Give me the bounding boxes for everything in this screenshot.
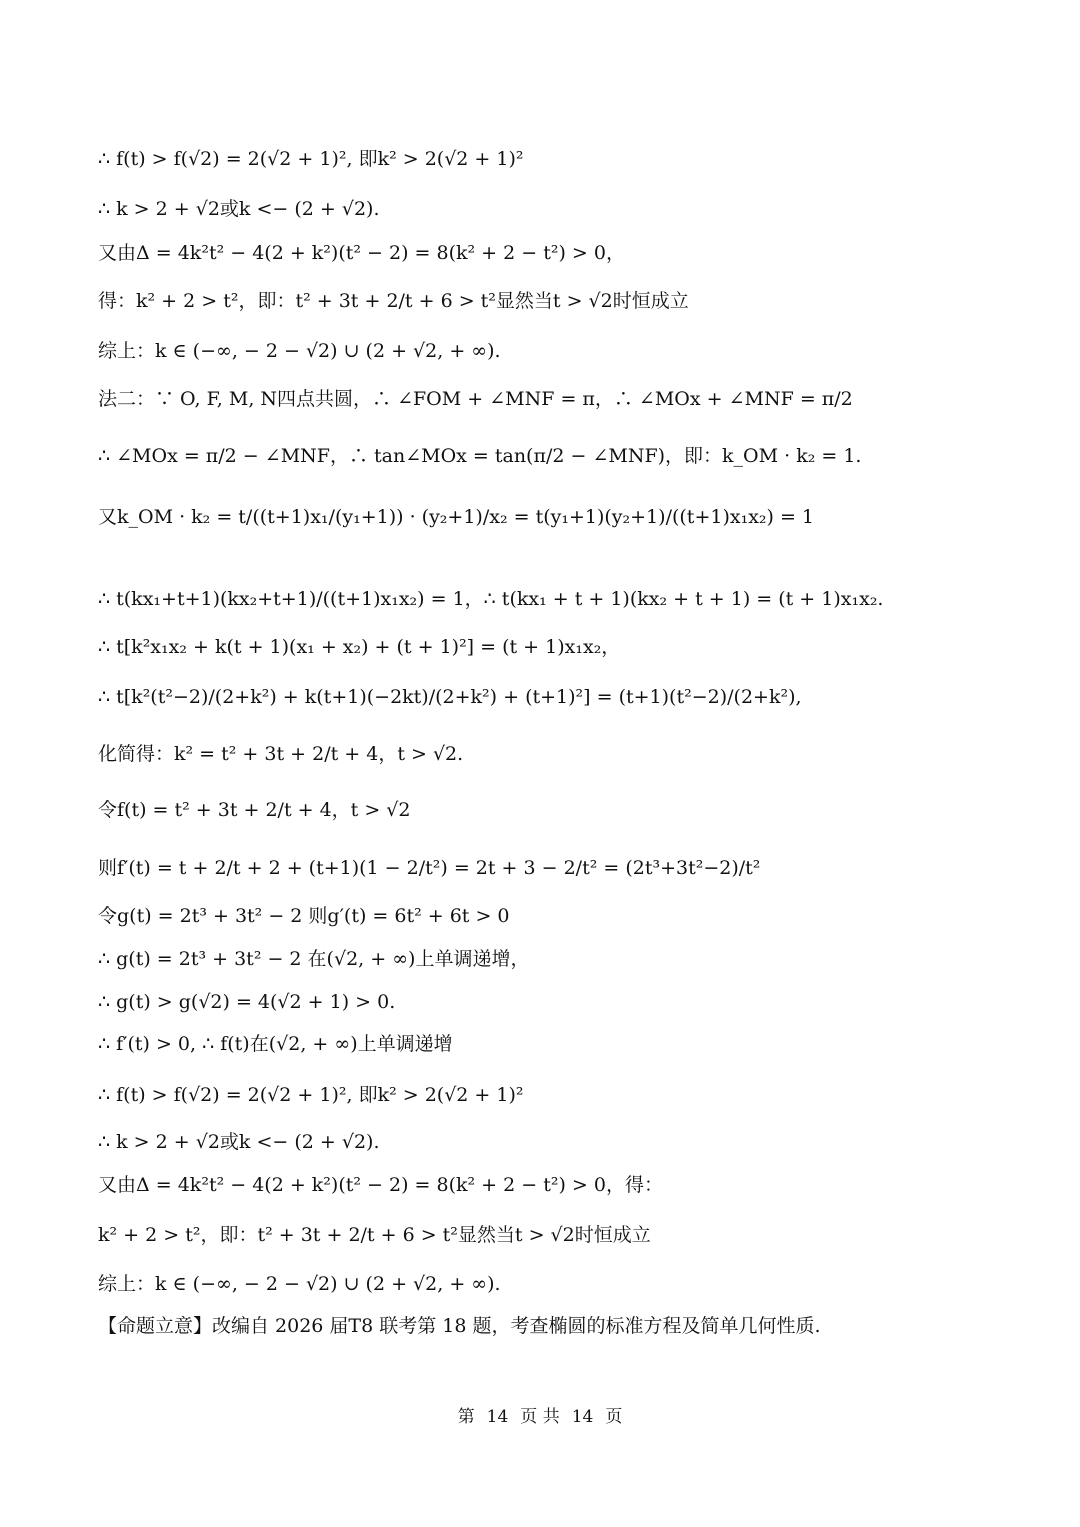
line-1: ∴ f(t) > f(√2) = 2(√2 + 1)², 即k² > 2(√2 + 1)² [98,148,524,170]
line-6: 法二：∵ O, F, M, N四点共圆，∴ ∠FOM + ∠MNF = π，∴ ∠MOx + ∠MNF = π/2 [98,388,853,410]
line-21: 又由Δ = 4k²t² − 4(2 + k²)(t² − 2) = 8(k² + 2 − t²) > 0，得： [98,1174,663,1196]
line-11: ∴ t[k²(t²−2)/(2+k²) + k(t+1)(−2kt)/(2+k²) + (t+1)²] = (t+1)(t²−2)/(2+k²), [98,686,802,708]
line-12: 化简得：k² = t² + 3t + 2/t + 4，t > √2. [98,743,464,765]
line-16: ∴ g(t) = 2t³ + 3t² − 2 在(√2, + ∞)上单调递增， [98,948,530,970]
line-19: ∴ f(t) > f(√2) = 2(√2 + 1)², 即k² > 2(√2 + 1)² [98,1084,524,1106]
line-22: k² + 2 > t²，即：t² + 3t + 2/t + 6 > t²显然当t > √2时恒成立 [98,1224,651,1246]
line-24: 【命题立意】改编自 2026 届T8 联考第 18 题，考查椭圆的标准方程及简单几何性质. [98,1315,821,1337]
line-3: 又由Δ = 4k²t² − 4(2 + k²)(t² − 2) = 8(k² + 2 − t²) > 0， [98,242,625,264]
line-20: ∴ k > 2 + √2或k <− (2 + √2). [98,1131,380,1153]
footer-prefix: 第 [457,1407,475,1427]
line-9: ∴ t(kx₁+t+1)(kx₂+t+1)/((t+1)x₁x₂) = 1，∴ t(kx₁ + t + 1)(kx₂ + t + 1) = (t + 1)x₁x₂. [98,588,884,610]
footer-page-number: 14 [486,1407,509,1427]
line-13: 令f(t) = t² + 3t + 2/t + 4，t > √2 [98,799,411,821]
footer-mid: 页 共 [520,1407,560,1427]
line-5: 综上：k ∈ (−∞, − 2 − √2) ∪ (2 + √2, + ∞). [98,340,501,362]
line-7: ∴ ∠MOx = π/2 − ∠MNF，∴ tan∠MOx = tan(π/2 − ∠MNF)，即：k_OM · k₂ = 1. [98,445,862,467]
line-10: ∴ t[k²x₁x₂ + k(t + 1)(x₁ + x₂) + (t + 1)²] = (t + 1)x₁x₂， [98,636,621,658]
line-18: ∴ f′(t) > 0, ∴ f(t)在(√2, + ∞)上单调递增 [98,1033,453,1055]
page-footer [0,1402,1080,1427]
footer-total-pages: 14 [571,1407,594,1427]
line-14: 则f′(t) = t + 2/t + 2 + (t+1)(1 − 2/t²) = 2t + 3 − 2/t² = (2t³+3t²−2)/t² [98,857,761,879]
line-23: 综上：k ∈ (−∞, − 2 − √2) ∪ (2 + √2, + ∞). [98,1273,501,1295]
line-2: ∴ k > 2 + √2或k <− (2 + √2). [98,198,380,220]
footer-suffix: 页 [605,1407,623,1427]
line-8: 又k_OM · k₂ = t/((t+1)x₁/(y₁+1)) · (y₂+1)/x₂ = t(y₁+1)(y₂+1)/((t+1)x₁x₂) = 1 [98,506,815,528]
line-15: 令g(t) = 2t³ + 3t² − 2 则g′(t) = 6t² + 6t > 0 [98,905,510,927]
line-17: ∴ g(t) > g(√2) = 4(√2 + 1) > 0. [98,991,396,1013]
line-4: 得：k² + 2 > t²，即：t² + 3t + 2/t + 6 > t²显然当t > √2时恒成立 [98,290,689,312]
